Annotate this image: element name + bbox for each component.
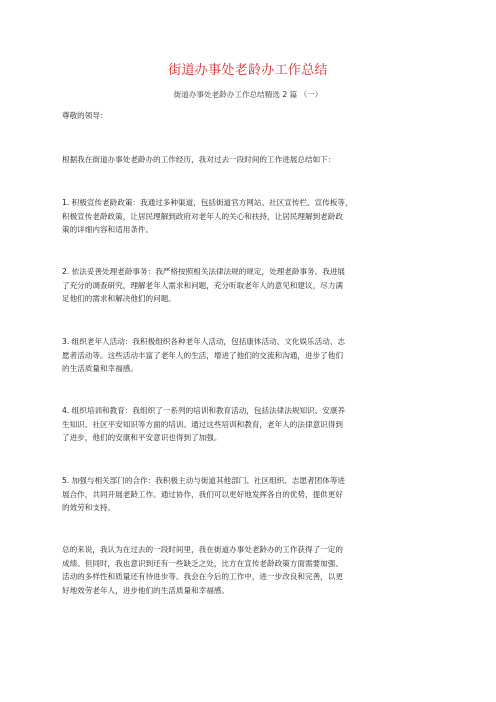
section-1 — [62, 196, 422, 237]
section-4 — [62, 404, 422, 445]
greeting-line: 尊敬的领导： — [62, 111, 108, 120]
greeting — [62, 109, 422, 123]
section-2-line-2: 了充分的调查研究，理解老年人需求和问题，充分听取老年人的意见和建议，尽力满 — [62, 280, 343, 290]
intro-paragraph — [62, 153, 422, 167]
section-3-line-3: 的生活质量和幸福感。 — [62, 364, 138, 373]
section-5-line-3: 的效劳和支持。 — [62, 503, 116, 512]
conclusion-line-2: 成绩。但同时，我也意识到还有一些缺乏之处，比方在宣传老龄政策方面需要加强、 — [62, 558, 343, 568]
conclusion-line-3: 活动的多样性和质量还有待进步等。我会在今后的工作中，进一步改良和完善，以更 — [62, 572, 343, 581]
section-2-line-1: 2. 依法妥善处理老龄事务：我严格按照相关法律法规的规定，处理老龄事务。我进展 — [62, 267, 346, 276]
section-3-line-1: 3. 组织老年人活动：我积极组织各种老年人活动，包括康体活动、文化娱乐活动、志 — [62, 337, 346, 346]
intro-line: 根据我在街道办事处老龄办的工作经历，我对过去一段时间的工作进展总结如下： — [62, 155, 336, 164]
section-4-line-1: 4. 组织培训和教育：我组织了一系列的培训和教育活动，包括法律法规知识、安康养 — [62, 406, 346, 415]
section-2-line-3: 足他们的需求和解决他们的问题。 — [62, 294, 176, 303]
section-1-line-3: 策的详细内容和适用条件。 — [62, 225, 154, 234]
section-2 — [62, 265, 422, 306]
conclusion-line-1: 总的来说，我认为在过去的一段时间里，我在街道办事处老龄办的工作获得了一定的 — [62, 545, 343, 554]
document-title: 街道办事处老龄办工作总结 — [168, 63, 328, 78]
section-5-line-1: 5. 加强与相关部门的合作：我积极主动与街道其他部门、社区组织、志愿者团体等进 — [62, 476, 346, 485]
section-3-line-2: 愿者活动等。这些活动丰富了老年人的生活，增进了他们的交流和沟通，进步了他们 — [62, 350, 343, 360]
section-3 — [62, 335, 422, 376]
section-1-line-2: 积极宣传老龄政策，让居民理解到政府对老年人的关心和扶持，让居民理解到老龄政 — [62, 211, 343, 221]
section-4-line-2: 生知识、社区平安知识等方面的培训。通过这些培训和教育，老年人的法律意识得到 — [62, 419, 343, 429]
section-1-line-1: 1. 积极宣传老龄政策：我通过多种渠道，包括街道官方网站、社区宣传栏、宣传板等， — [62, 198, 353, 207]
conclusion-line-4: 好地效劳老年人，进步他们的生活质量和幸福感。 — [62, 585, 230, 595]
section-4-line-3: 了进步，他们的安康和平安意识也得到了加强。 — [62, 433, 222, 442]
section-5-line-2: 展合作，共同开展老龄工作。通过协作，我们可以更好地发挥各自的优势，提供更好 — [62, 489, 343, 499]
section-5 — [62, 474, 422, 515]
document-subtitle: 街道办事处老龄办工作总结精选 2 篇 （一） — [173, 90, 323, 99]
conclusion-paragraph — [62, 543, 422, 597]
